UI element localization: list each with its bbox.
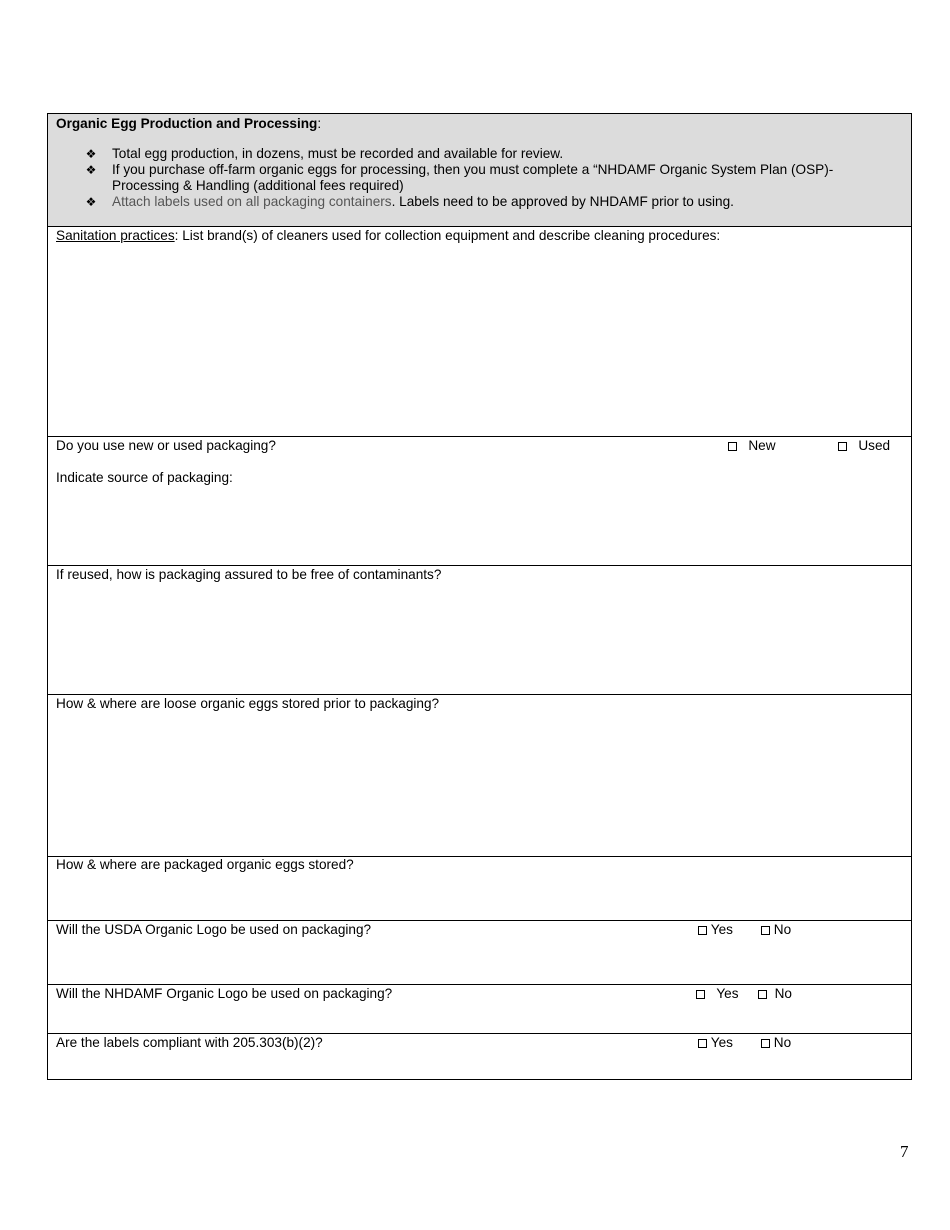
checkbox-icon[interactable]	[698, 926, 707, 935]
instructions-list	[84, 146, 872, 210]
usda-logo-section	[48, 921, 911, 985]
labels-compliance-question: Are the labels compliant with 205.303(b)(2)?	[56, 1035, 323, 1050]
nhdamf-logo-no-option[interactable]: No	[758, 986, 792, 1001]
packaging-question: Do you use new or used packaging?	[56, 438, 276, 453]
diamond-bullet-icon: ❖	[85, 163, 97, 177]
usda-logo-question: Will the USDA Organic Logo be used on packaging?	[56, 922, 372, 937]
checkbox-icon[interactable]	[698, 1039, 707, 1048]
packaged-eggs-storage-section[interactable]	[48, 857, 911, 921]
checkbox-icon[interactable]	[761, 926, 770, 935]
nhdamf-logo-section	[48, 985, 911, 1034]
diamond-bullet-icon: ❖	[85, 195, 97, 209]
nhdamf-logo-yes-option[interactable]: Yes	[696, 986, 739, 1001]
sanitation-question: Sanitation practices: List brand(s) of cleaners used for collection equipment and describe cleaning procedures:	[56, 228, 721, 243]
instruction-item: ❖ Attach labels used on all packaging containers. Labels need to be approved by NHDAMF prior to using.	[85, 194, 734, 209]
instruction-item: ❖ If you purchase off-farm organic eggs for processing, then you must complete a “NHDAMF Organic System Plan (OSP)- Processing & Handling (additional fees required)	[85, 162, 834, 193]
page-number: 7	[900, 1142, 909, 1161]
labels-compliance-yes-option[interactable]: Yes	[698, 1035, 733, 1050]
packaging-section[interactable]	[48, 437, 911, 566]
checkbox-icon[interactable]	[838, 442, 847, 451]
diamond-bullet-icon: ❖	[85, 147, 97, 161]
loose-eggs-storage-question: How & where are loose organic eggs stored prior to packaging?	[56, 696, 440, 711]
organic-egg-form	[47, 113, 912, 1080]
labels-compliance-section	[48, 1034, 911, 1080]
form-title: Organic Egg Production and Processing:	[56, 116, 322, 131]
form-header	[48, 114, 911, 227]
checkbox-icon[interactable]	[758, 990, 767, 999]
reused-packaging-question: If reused, how is packaging assured to be free of contaminants?	[56, 567, 442, 582]
labels-compliance-no-option[interactable]: No	[761, 1035, 791, 1050]
reused-packaging-section[interactable]	[48, 566, 911, 695]
packaging-source-label: Indicate source of packaging:	[56, 470, 233, 485]
loose-eggs-storage-section[interactable]	[48, 695, 911, 857]
new-packaging-option[interactable]: New	[728, 438, 776, 453]
sanitation-section[interactable]	[48, 227, 911, 437]
usda-logo-no-option[interactable]: No	[761, 922, 791, 937]
checkbox-icon[interactable]	[761, 1039, 770, 1048]
checkbox-icon[interactable]	[696, 990, 705, 999]
usda-logo-yes-option[interactable]: Yes	[698, 922, 733, 937]
nhdamf-logo-question: Will the NHDAMF Organic Logo be used on packaging?	[56, 986, 393, 1001]
packaged-eggs-storage-question: How & where are packaged organic eggs stored?	[56, 857, 354, 872]
instruction-item: ❖ Total egg production, in dozens, must be recorded and available for review.	[85, 146, 564, 161]
checkbox-icon[interactable]	[728, 442, 737, 451]
used-packaging-option[interactable]: Used	[838, 438, 890, 453]
